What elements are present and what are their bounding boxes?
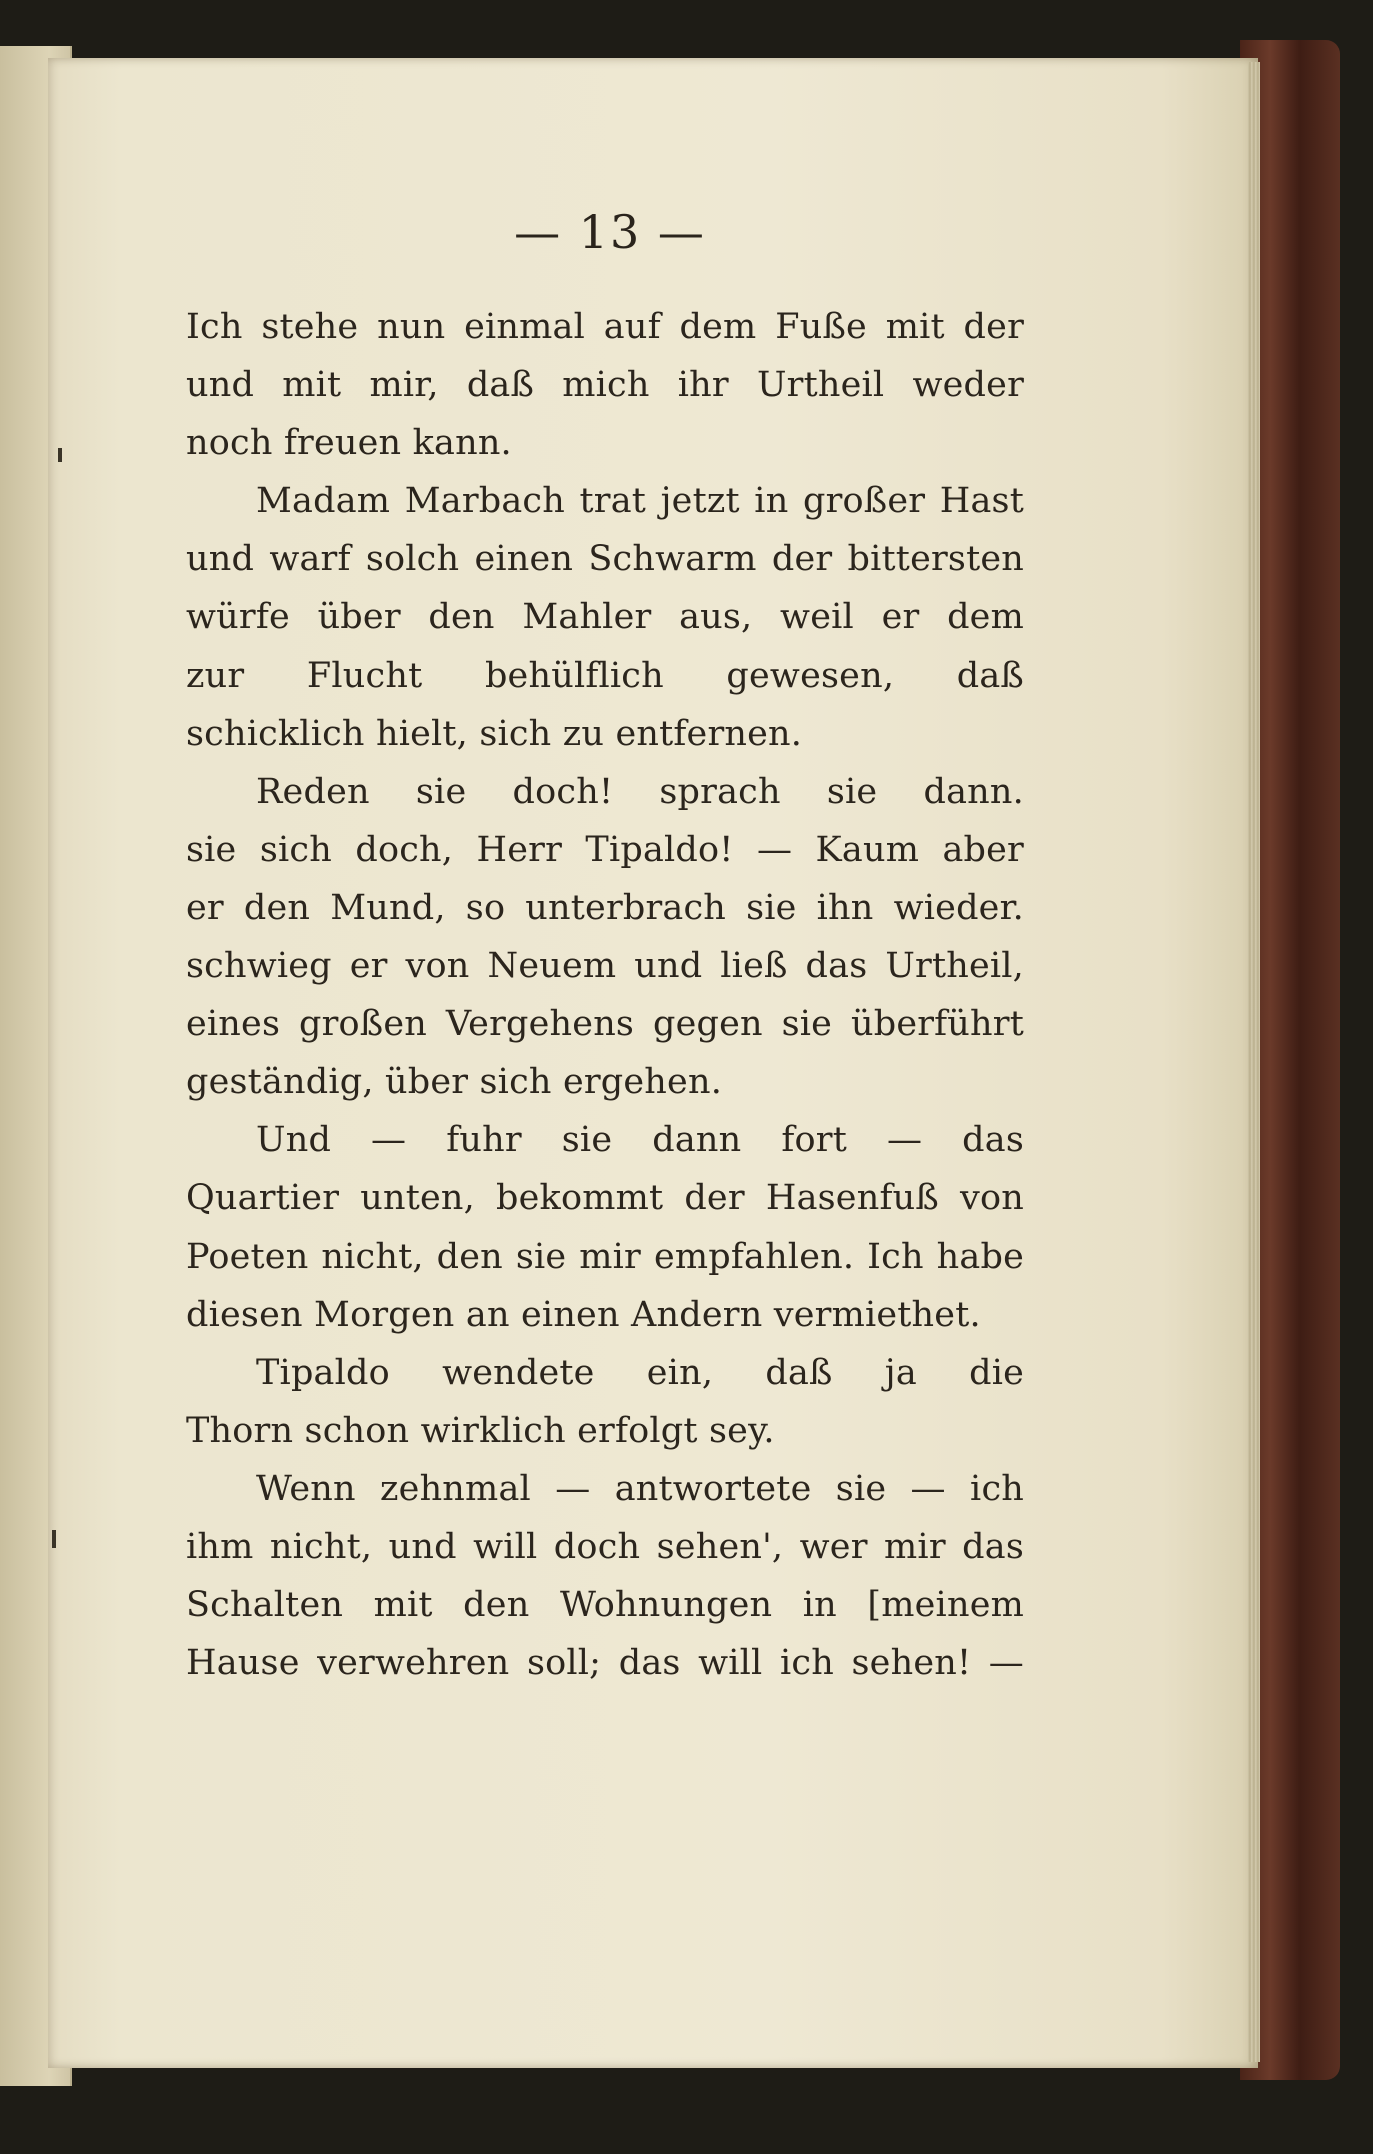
text-line: Madam Marbach trat jetzt in großer Hast bbox=[256, 481, 1024, 522]
text-line: ihm nicht, und will doch sehen', wer mir das bbox=[186, 1526, 1024, 1567]
margin-mark bbox=[58, 448, 62, 462]
text-line: geständig, über sich ergehen. bbox=[186, 1062, 723, 1103]
text-line: Ich stehe nun einmal auf dem Fuße mit der bbox=[186, 307, 1024, 347]
text-line: Poeten nicht, den sie mir empfahlen. Ich habe bbox=[186, 1236, 1024, 1277]
text-line: noch freuen kann. bbox=[186, 423, 512, 464]
text-line: Wenn zehnmal — antwortete sie — ich bbox=[256, 1468, 1024, 1509]
text-line: Reden sie doch! sprach sie dann. bbox=[256, 771, 1024, 812]
text-line: schwieg er von Neuem und ließ das Urtheil, bbox=[186, 946, 1024, 987]
text-line: würfe über den Mahler aus, weil er dem bbox=[186, 597, 1024, 638]
page-number: — 13 — bbox=[514, 205, 706, 259]
text-line: und mit mir, daß mich ihr Urtheil weder bbox=[186, 365, 1024, 406]
text-line: und warf solch einen Schwarm der bittersten bbox=[186, 539, 1024, 580]
page-stack-edge bbox=[1248, 62, 1260, 2062]
text-line: Hause verwehren soll; das will ich sehen! — bbox=[186, 1643, 1024, 1684]
text-line: sie sich doch, Herr Tipaldo! — Kaum aber bbox=[186, 829, 1024, 870]
body-text bbox=[186, 298, 1024, 1692]
margin-mark bbox=[52, 1530, 56, 1548]
text-line: diesen Morgen an einen Andern vermiethet. bbox=[186, 1294, 981, 1335]
text-line: er den Mund, so unterbrach sie ihn wieder. bbox=[186, 887, 1024, 928]
text-line: Quartier unten, bekommt der Hasenfuß von bbox=[186, 1178, 1024, 1219]
text-line: schicklich hielt, sich zu entfernen. bbox=[186, 713, 803, 754]
text-line: Thorn schon wirklich erfolgt sey. bbox=[186, 1410, 775, 1451]
text-line: Und — fuhr sie dann fort — das bbox=[256, 1120, 1024, 1161]
text-line: zur Flucht behülflich gewesen, daß bbox=[186, 655, 1024, 696]
text-line: Tipaldo wendete ein, daß ja die bbox=[256, 1352, 1024, 1393]
text-line: eines großen Vergehens gegen sie überführt bbox=[186, 1004, 1024, 1045]
text-line: Schalten mit den Wohnungen in [meinem bbox=[186, 1585, 1024, 1626]
